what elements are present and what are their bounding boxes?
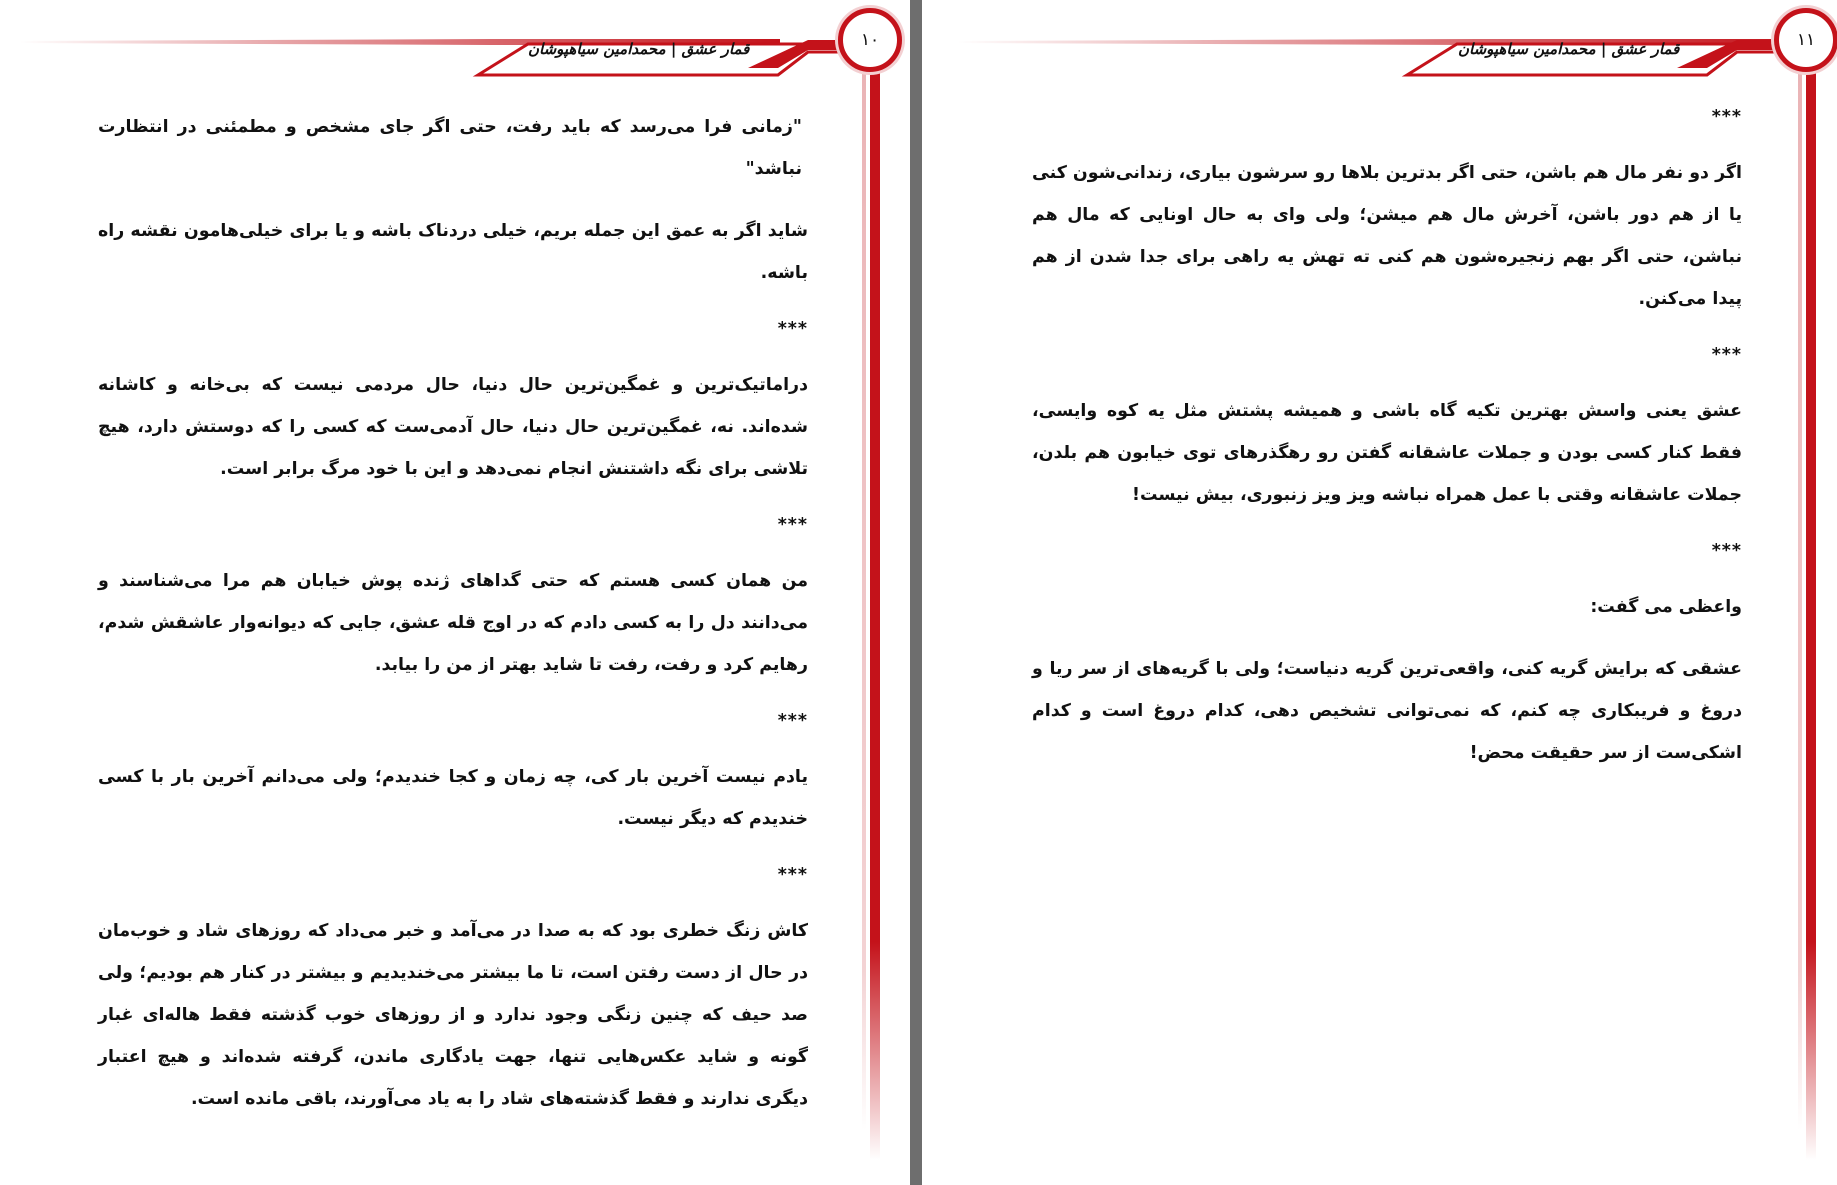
paragraph: کاش زنگ خطری بود که به صدا در می‌آمد و خبر می‌داد که روزهای شاد و خوب‌مان در حال از دست رفتن است، تا ما بیشتر می‌خندیدیم و بیشتر در کنار هم بودیم؛ ولی صد حیف که چنین زنگی وجود ندارد و از روزهای خوب گذشته فقط هاله‌ای غبار گونه و شاید عکس‌هایی تنها، جهت یادگاری ماندن، گرفته شده‌اند و هیچ اعتبار دیگری ندارند و فقط گذشته‌های شاد را به یاد می‌آورند، باقی مانده است. <box>98 921 808 1109</box>
right-page-body <box>1032 96 1742 774</box>
section-separator: *** <box>777 711 808 731</box>
paragraph: شاید اگر به عمق این جمله بریم، خیلی دردناک باشه و یا برای خیلی‌هامون نقشه راه باشه. <box>98 221 808 283</box>
running-header <box>1458 40 1679 58</box>
book-title: قمار عشق <box>681 40 750 58</box>
section-separator: *** <box>1711 541 1742 561</box>
book-gutter <box>910 0 922 1185</box>
paragraph: عشقی که برایش گریه کنی، واقعی‌ترین گریه دنیاست؛ ولی با گریه‌های از سر ریا و دروغ و فریبکاری چه کنم، که نمی‌توانی تشخیص دهی، کدام دروغ است و کدام اشکی‌ست از سر حقیقت محض! <box>1032 659 1742 763</box>
right-page <box>922 0 1837 1185</box>
paragraph: دراماتیک‌ترین و غمگین‌ترین حال دنیا، حال مردمی نیست که بی‌خانه و کاشانه شده‌اند. نه، غمگین‌ترین حال دنیا، حال آدمی‌ست که کسی را که دوستش دارد، هیچ تلاشی برای نگه داشتنش انجام نمی‌دهد و این با خود مرگ برابر است. <box>98 375 808 479</box>
page-number-badge <box>1774 8 1837 72</box>
book-title: قمار عشق <box>1611 40 1680 58</box>
left-page-body <box>98 106 808 1120</box>
paragraph: اگر دو نفر مال هم باشن، حتی اگر بدترین بلاها رو سرشون بیاری، زندانی‌شون کنی یا از هم دور باشن، آخرش مال هم میشن؛ ولی وای به حال اونایی که مال هم نباشن، حتی اگر بهم زنجیره‌شون هم کنی ته تهش یه راهی برای جدا شدن از هم پیدا می‌کنن. <box>1032 163 1742 309</box>
quote-paragraph: "زمانی فرا می‌رسد که باید رفت، حتی اگر جای مشخص و مطمئنی در انتظارت نباشد" <box>98 117 802 179</box>
side-stripe <box>1792 70 1828 1185</box>
header-separator: | <box>1600 40 1607 58</box>
section-separator: *** <box>777 865 808 885</box>
page-number: ۱۰ <box>860 30 880 50</box>
paragraph: واعظی می گفت: <box>1590 597 1742 617</box>
page-number-badge <box>838 8 902 72</box>
paragraph: من همان کسی هستم که حتی گداهای ژنده پوش خیابان هم مرا می‌شناسند و می‌دانند دل را به کسی دادم که در اوج قله عشق، جایی که دیوانه‌وار عاشقش شدم، رهایم کرد و رفت، رفت تا شاید بهتر از من را بیابد. <box>98 571 808 675</box>
paragraph: عشق یعنی واسش بهترین تکیه گاه باشی و همیشه پشتش مثل یه کوه وایسی، فقط کنار کسی بودن و جملات عاشقانه گفتن رو رهگذرهای توی خیابون هم بلدن، جملات عاشقانه وقتی با عمل همراه نباشه ویز ویز زنبوری، بیش نیست! <box>1032 401 1742 505</box>
left-page <box>0 0 910 1185</box>
running-header <box>528 40 749 58</box>
author-name: محمدامین سیاهپوشان <box>528 40 666 58</box>
section-separator: *** <box>777 319 808 339</box>
section-separator: *** <box>1711 107 1742 127</box>
author-name: محمدامین سیاهپوشان <box>1458 40 1596 58</box>
section-separator: *** <box>777 515 808 535</box>
side-stripe <box>856 70 892 1185</box>
page-number: ۱۱ <box>1796 30 1816 50</box>
header-separator: | <box>670 40 677 58</box>
paragraph: یادم نیست آخرین بار کی، چه زمان و کجا خندیدم؛ ولی می‌دانم آخرین بار با کسی خندیدم که دیگر نیست. <box>98 767 808 829</box>
section-separator: *** <box>1711 345 1742 365</box>
